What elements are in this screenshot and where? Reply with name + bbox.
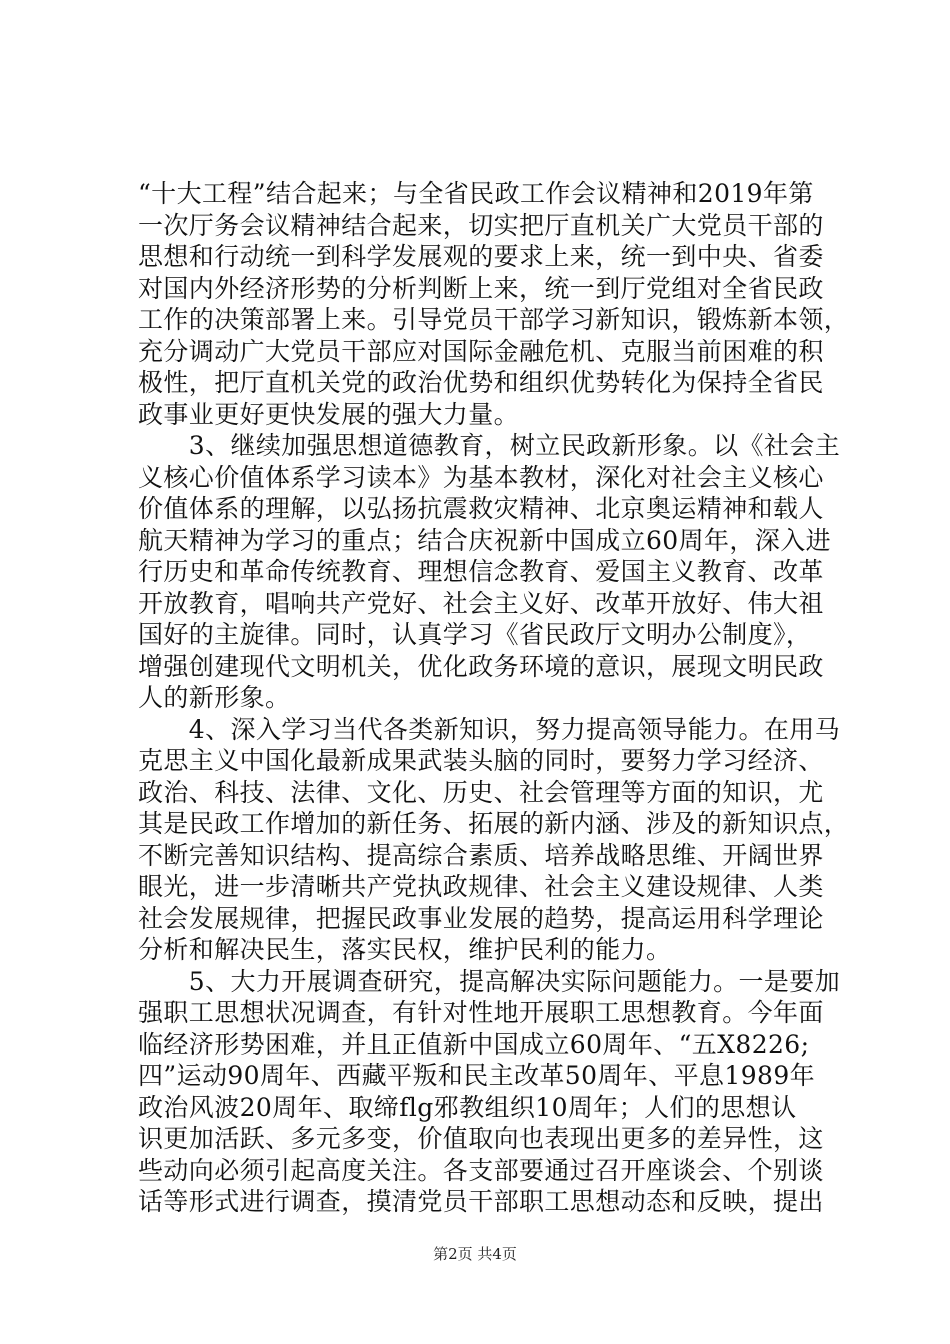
text-line: 不断完善知识结构、提高综合素质、培养战略思维、开阔世界: [138, 840, 824, 870]
text-line: 5、大力开展调查研究，提高解决实际问题能力。一是要加: [138, 966, 841, 996]
text-line: 增强创建现代文明机关，优化政务环境的意识，展现文明民政: [138, 651, 824, 681]
text-line: 政事业更好更快发展的强大力量。: [138, 399, 520, 429]
text-line: 价值体系的理解，以弘扬抗震救灾精神、北京奥运精神和载人: [138, 494, 824, 523]
text-line: 3、继续加强思想道德教育，树立民政新形象。以《社会主: [138, 431, 841, 460]
text-line: “十大工程”结合起来；与全省民政工作会议精神和2019年第: [138, 179, 814, 208]
text-line: 政治、科技、法律、文化、历史、社会管理等方面的知识，尤: [138, 777, 824, 807]
text-line: 分析和解决民生，落实民权，维护民利的能力。: [138, 935, 672, 964]
text-line: 对国内外经济形势的分析判断上来，统一到厅党组对全省民政: [138, 273, 824, 303]
text-line: 充分调动广大党员干部应对国际金融危机、克服当前困难的积: [138, 336, 824, 366]
text-line: 工作的决策部署上来。引导党员干部学习新知识，锻炼新本领，: [138, 305, 850, 334]
text-line: 思想和行动统一到科学发展观的要求上来，统一到中央、省委: [138, 242, 824, 271]
text-line: 四”运动90周年、西藏平叛和民主改革50周年、平息1989年: [138, 1061, 816, 1090]
text-line: 行历史和革命传统教育、理想信念教育、爱国主义教育、改革: [138, 557, 824, 586]
text-line: 国好的主旋律。同时，认真学习《省民政厅文明办公制度》，: [138, 620, 812, 649]
document-body: [138, 178, 850, 1218]
text-line: 话等形式进行调查，摸清党员干部职工思想动态和反映，提出: [138, 1187, 824, 1216]
text-line: 社会发展规律，把握民政事业发展的趋势，提高运用科学理论: [138, 903, 824, 933]
text-line: 政治风波20周年、取缔flg邪教组织10周年；人们的思想认: [138, 1092, 797, 1122]
text-line: 开放教育，唱响共产党好、社会主义好、改革开放好、伟大祖: [138, 588, 824, 618]
text-line: 强职工思想状况调查，有针对性地开展职工思想教育。今年面: [138, 998, 824, 1027]
text-line: 义核心价值体系学习读本》为基本教材，深化对社会主义核心: [138, 462, 824, 492]
text-line: 些动向必须引起高度关注。各支部要通过召开座谈会、个别谈: [138, 1155, 824, 1185]
text-line: 4、深入学习当代各类新知识，努力提高领导能力。在用马: [138, 714, 841, 744]
text-line: 克思主义中国化最新成果武装头脑的同时，要努力学习经济、: [138, 746, 824, 775]
text-line: 其是民政工作增加的新任务、拓展的新内涵、涉及的新知识点，: [138, 809, 850, 838]
text-line: 眼光，进一步清晰共产党执政规律、社会主义建设规律、人类: [138, 872, 824, 901]
text-line: 识更加活跃、多元多变，价值取向也表现出更多的差异性，这: [138, 1124, 824, 1153]
text-line: 临经济形势困难，并且正值新中国成立60周年、“五X8226;: [138, 1029, 810, 1059]
text-line: 人的新形象。: [138, 683, 291, 712]
text-line: 一次厅务会议精神结合起来，切实把厅直机关广大党员干部的: [138, 210, 824, 240]
text-line: 极性，把厅直机关党的政治优势和组织优势转化为保持全省民: [138, 368, 824, 397]
page-footer: 第2页 共4页: [433, 1245, 517, 1263]
text-line: 航天精神为学习的重点；结合庆祝新中国成立60周年，深入进: [138, 525, 832, 555]
